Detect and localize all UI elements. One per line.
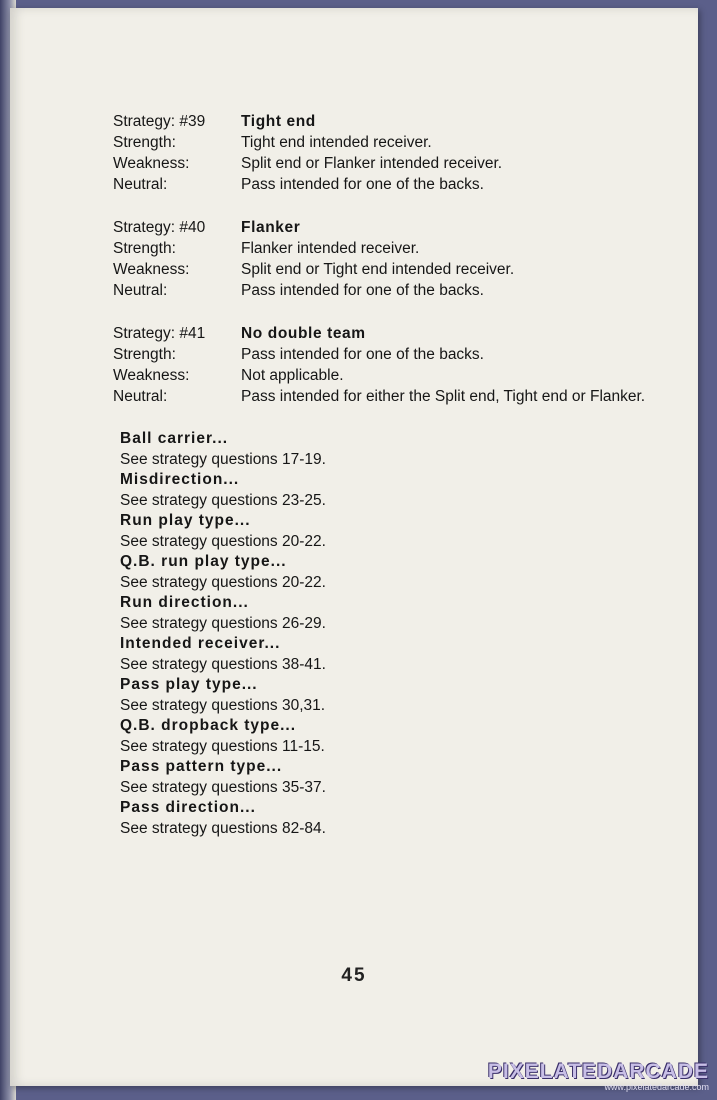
row-text: Pass intended for one of the backs. <box>241 346 484 363</box>
question-heading: Run play type... <box>120 512 251 529</box>
question-heading: Pass direction... <box>120 799 256 816</box>
watermark-title: PIXELATEDARCADE <box>487 1060 709 1083</box>
strategy-title: No double team <box>241 325 366 342</box>
row-text: Tight end intended receiver. <box>241 134 432 151</box>
question-reference: See strategy questions 20-22. <box>120 573 326 591</box>
question-reference: See strategy questions 20-22. <box>120 532 326 550</box>
row-text: Pass intended for one of the backs. <box>241 176 484 193</box>
watermark <box>488 1060 709 1092</box>
question-heading: Misdirection... <box>120 471 240 488</box>
question-heading: Q.B. run play type... <box>120 553 287 570</box>
question-reference: See strategy questions 11-15. <box>120 737 325 755</box>
row-label: Weakness: <box>113 367 190 384</box>
question-heading: Pass play type... <box>120 676 258 693</box>
page-content <box>113 111 683 839</box>
row-label: Neutral: <box>113 176 168 193</box>
strategy-41 <box>113 323 683 407</box>
question-reference: See strategy questions 26-29. <box>120 614 326 632</box>
row-label: Weakness: <box>113 155 190 172</box>
row-text: Pass intended for one of the backs. <box>241 282 484 299</box>
row-text: Not applicable. <box>241 367 344 384</box>
row-text: Split end or Flanker intended receiver. <box>241 155 503 172</box>
row-text: Split end or Tight end intended receiver. <box>241 261 515 278</box>
strategy-label: Strategy: #41 <box>113 325 206 342</box>
question-reference: See strategy questions 23-25. <box>120 491 326 509</box>
question-heading: Ball carrier... <box>120 430 229 447</box>
row-label: Weakness: <box>113 261 190 278</box>
question-reference: See strategy questions 35-37. <box>120 778 326 796</box>
strategy-label: Strategy: #39 <box>113 113 206 130</box>
strategy-label: Strategy: #40 <box>113 219 206 236</box>
strategy-39 <box>113 111 683 195</box>
strategy-title: Flanker <box>241 219 301 236</box>
question-reference: See strategy questions 82-84. <box>120 819 326 837</box>
page-number: 45 <box>341 965 367 986</box>
row-label: Neutral: <box>113 388 168 405</box>
question-heading: Pass pattern type... <box>120 758 283 775</box>
row-label: Strength: <box>113 346 176 363</box>
question-reference: See strategy questions 30,31. <box>120 696 326 714</box>
row-text: Flanker intended receiver. <box>241 240 420 257</box>
watermark-url: www.pixelatedarcade.com <box>604 1082 709 1092</box>
question-reference: See strategy questions 38-41. <box>120 655 326 673</box>
question-list <box>120 429 683 839</box>
question-heading: Intended receiver... <box>120 635 281 652</box>
row-label: Strength: <box>113 240 176 257</box>
strategy-title: Tight end <box>241 113 316 130</box>
question-heading: Q.B. dropback type... <box>120 717 297 734</box>
question-heading: Run direction... <box>120 594 249 611</box>
manual-page <box>10 8 698 1086</box>
row-label: Neutral: <box>113 282 168 299</box>
strategy-40 <box>113 217 683 301</box>
row-label: Strength: <box>113 134 176 151</box>
question-reference: See strategy questions 17-19. <box>120 450 326 468</box>
row-text: Pass intended for either the Split end, Tight end or Flanker. <box>241 388 646 405</box>
